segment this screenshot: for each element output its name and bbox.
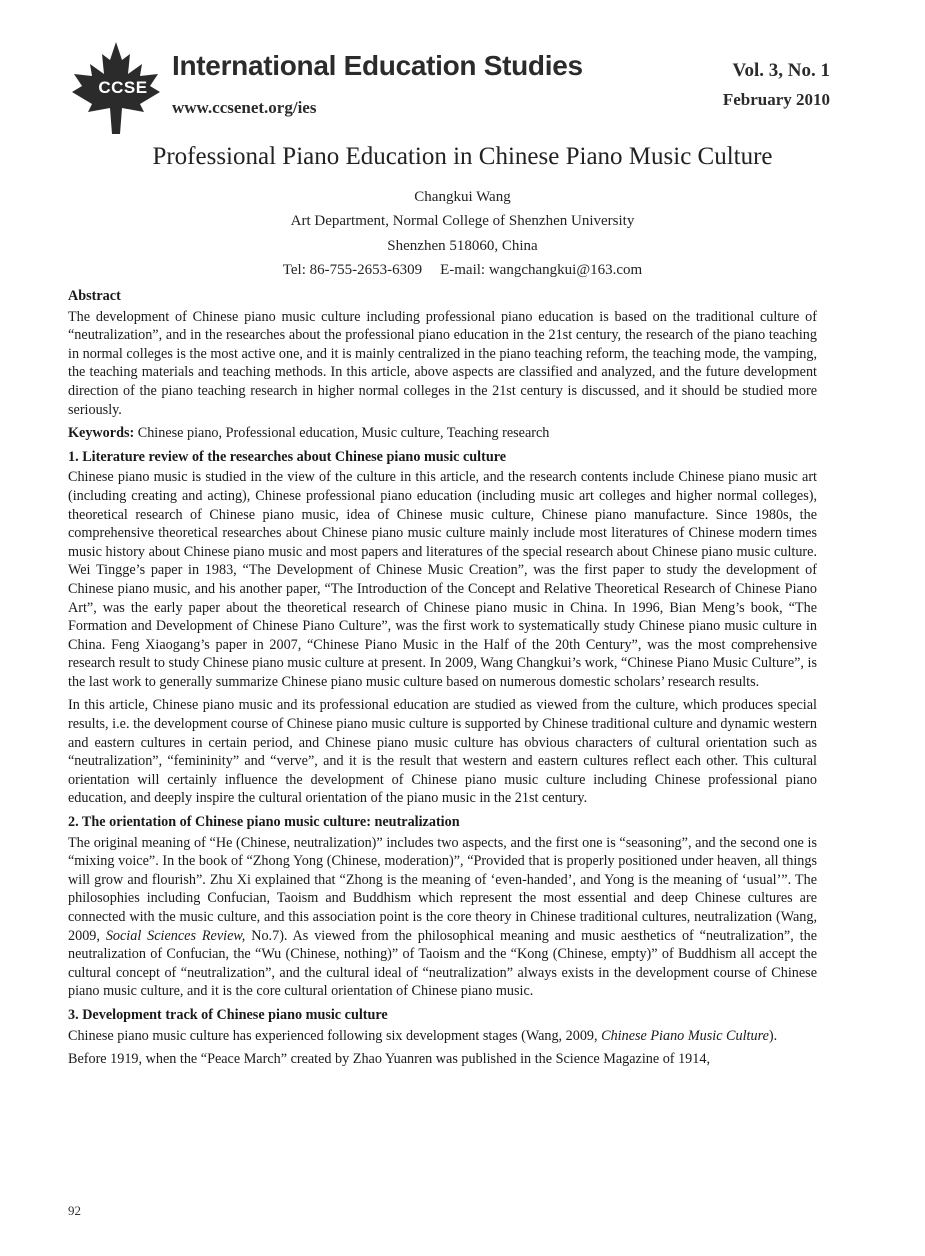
abstract-text: The development of Chinese piano music culture including professional piano education is based on the traditional culture of “neutralization”, and in the researches about the professional piano education in the 21st century, the research of the piano teaching in normal colleges is the most active one, and it is mainly centralized in the piano teaching reform, the teaching mode, the vamping, the teaching materials and teaching methods. In this article, above aspects are classified and analyzed, and the future development direction of the piano teaching research in higher normal colleges in the 21st century is discussed, and it should be studied more seriously. — [68, 308, 817, 418]
keywords-label: Keywords: — [68, 425, 135, 442]
journal-url[interactable]: www.ccsenet.org/ies — [172, 98, 317, 117]
abstract-heading: Abstract — [68, 288, 121, 304]
author-email[interactable]: E-mail: wangchangkui@163.com — [440, 262, 643, 278]
keywords-text: Chinese piano, Professional education, Music culture, Teaching research — [137, 425, 550, 442]
keywords — [68, 424, 817, 443]
section-heading: 3. Development track of Chinese piano music culture — [68, 1006, 388, 1023]
author-tel: Tel: 86-755-2653-6309 — [282, 262, 423, 278]
author-affiliation: Art Department, Normal College of Shenzhen University — [290, 213, 635, 229]
paragraph: Before 1919, when the “Peace March” created by Zhao Yuanren was published in the Science Magazine of 1914, — [68, 1051, 711, 1068]
issue-date: February 2010 — [722, 90, 830, 109]
paragraph: In this article, Chinese piano music and its professional education are studied as viewed from the culture, which produces special results, i.e. the development course of Chinese piano music culture is supported by Chinese traditional culture and dynamic western and eastern cultures in certain period, and Chinese piano music culture has obvious characters of cultural orientation such as “neutralization”, “femininity” and “verve”, and it is the result that western and eastern cultures reflect each other. This cultural orientation will certainly influence the development of Chinese piano music culture including Chinese professional piano education, and deeply inspire the cultural orientation of the piano music in the 21st century. — [68, 697, 817, 807]
paragraph: Chinese piano music is studied in the view of the culture in this article, and the research contents include Chinese piano music art (including creating and acting), Chinese professional piano education (including music art colleges and higher normal colleges), theoretical research of Chinese piano music, idea of Chinese music culture, Chinese piano manufacture. Since 1980s, the comprehensive theoretical researches about Chinese piano music culture mainly include most literatures of Chinese modern times music history about Chinese piano music and most papers and literatures of the special research about Chinese piano music culture. Wei Tingge’s paper in 1983, “The Development of Chinese Music Creation”, was the first paper to study the development of Chinese piano music, and his another paper, “The Introduction of the Concept and Relative Theoretical Research of Chinese Piano Art”, was the early paper about the theoretical research of Chinese piano music in China. In 1996, Bian Meng’s book, “The Formation and Development of Chinese Piano Culture”, was the first work to systematically study Chinese piano music culture in China. Feng Xiaogang’s paper in 2007, “Chinese Piano Music in the Half of the 20th Century”, was the most comprehensive research result to study Chinese piano music culture at present. In 2009, Wang Changkui’s work, “Chinese Piano Music Culture”, is the last work to generally summarize Chinese piano music culture based on numerous domestic scholars’ research results. — [68, 469, 817, 690]
ccse-maple-leaf-logo — [70, 40, 162, 136]
author-contact — [0, 262, 925, 279]
author-name: Changkui Wang — [414, 189, 511, 205]
author-address: Shenzhen 518060, China — [387, 238, 538, 254]
volume-issue: Vol. 3, No. 1 — [732, 60, 830, 81]
section-heading: 1. Literature review of the researches about Chinese piano music culture — [68, 448, 507, 465]
logo-text: CCSE — [98, 78, 148, 97]
journal-masthead — [62, 38, 832, 150]
journal-name: International Education Studies — [172, 50, 583, 81]
paragraph: The original meaning of “He (Chinese, neutralization)” includes two aspects, and the first one is “seasoning”, and the second one is “mixing voice”. In the book of “Zhong Yong (Chinese, moderation)”, “Provided that is properly positioned under heaven, all things will grow and flourish”. Zhu Xi explained that “Zhong is the meaning of ‘even-handed’, and Yong is the meaning of ‘usual’”. The philosophies including Confucian, Taoism and Buddhism which represent the most essential and deep Chinese cultures are connected with the music culture, and this association point is the core theory in Chinese traditional cultures, neutralization (Wang, 2009, Social Sciences Review, No.7). As viewed from the philosophical meaning and music aesthetics of “neutralization”, the neutralization of Confucian, the “Wu (Chinese, nothing)” of Taoism and the “Kong (Chinese, empty)” of Buddhism all accept the cultural concept of “neutralization”, and the cultural ideal of “neutralization” always exists in the development course of Chinese piano music culture, and it is the core cultural orientation of Chinese piano music. — [68, 834, 817, 1000]
section-heading: 2. The orientation of Chinese piano music culture: neutralization — [68, 814, 460, 831]
article-body — [68, 287, 817, 1074]
page-number: 92 — [68, 1203, 81, 1218]
paragraph: Chinese piano music culture has experienced following six development stages (Wang, 2009, Chinese Piano Music Culture). — [68, 1027, 778, 1044]
article-title: Professional Piano Education in Chinese Piano Music Culture — [152, 143, 773, 170]
